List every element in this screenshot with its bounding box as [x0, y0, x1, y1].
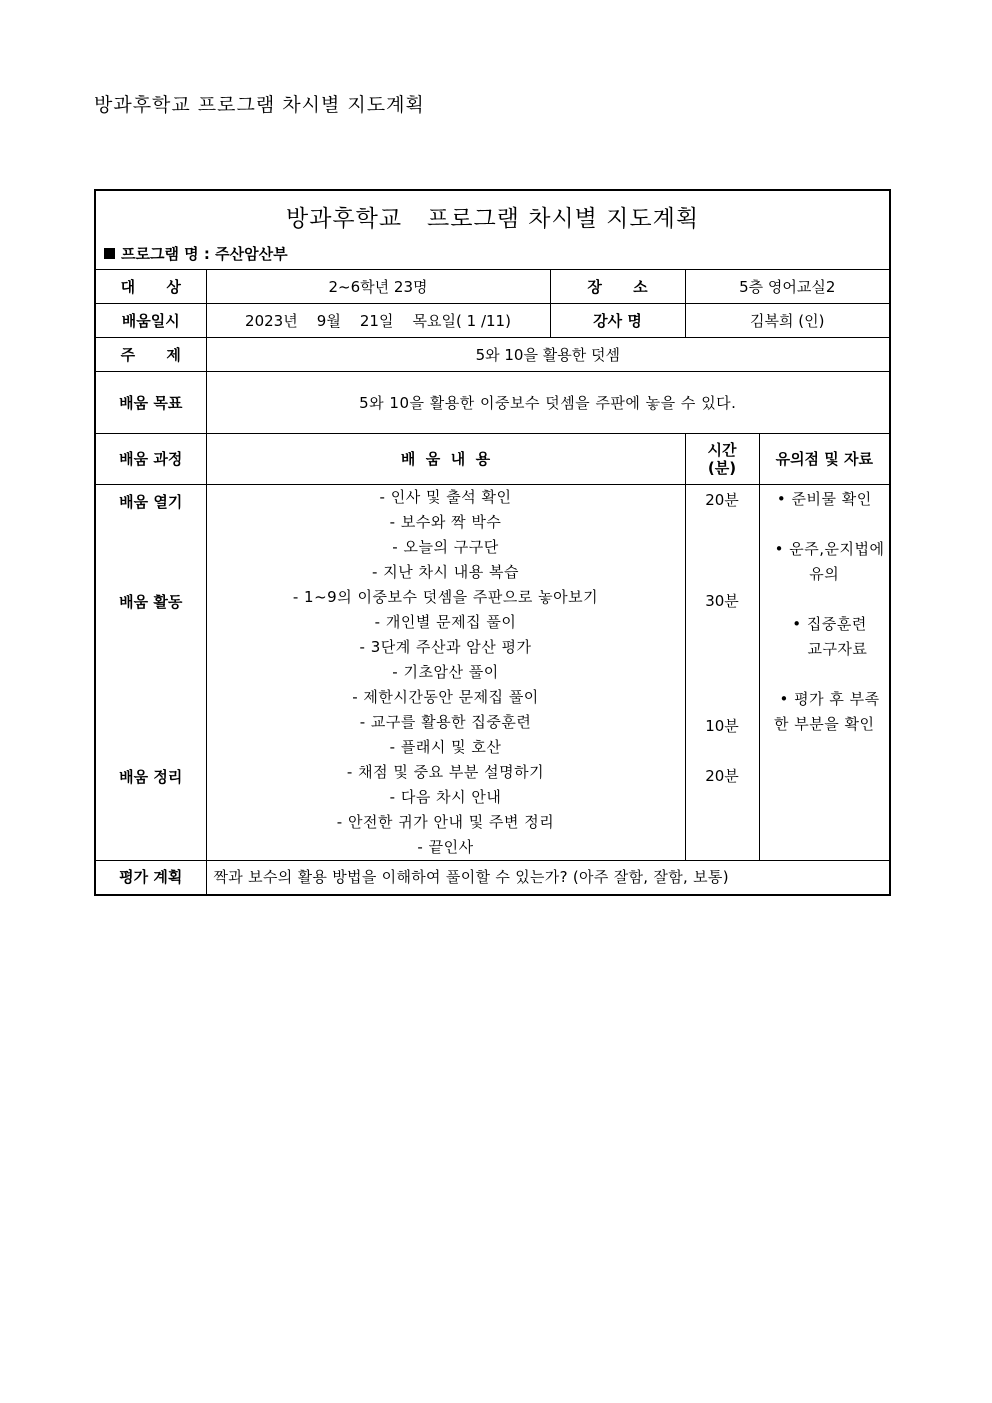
note-supplies: • 준비물 확인: [776, 490, 872, 508]
list-item: - 안전한 귀가 안내 및 주변 정리: [336, 813, 555, 831]
program-name: [104, 245, 889, 263]
target-value: 2~6학년 23명: [206, 270, 550, 304]
note-technique-line1: • 운주,운지법에: [764, 540, 885, 558]
content-list: [206, 485, 685, 861]
list-item: - 인사 및 출석 확인: [379, 488, 512, 506]
list-item: - 제한시간동안 문제집 풀이: [352, 688, 539, 706]
teacher-value: 김복희 (인): [685, 304, 890, 338]
list-item: - 3단계 주산과 암산 평가: [359, 638, 532, 656]
teacher-label: 강사 명: [550, 304, 685, 338]
process-header: 배움 과정: [95, 434, 206, 485]
date-label: 배움일시: [95, 304, 206, 338]
note-technique-line2: 유의: [809, 565, 840, 583]
stage-column: [95, 485, 206, 861]
notes-column: [759, 485, 890, 861]
list-item: - 1~9의 이중보수 덧셈을 주판으로 놓아보기: [292, 588, 599, 606]
page-heading: 방과후학교 프로그램 차시별 지도계획: [94, 94, 425, 116]
stage-opening: 배움 열기: [119, 493, 183, 511]
notes-header: 유의점 및 자료: [759, 434, 890, 485]
time-header-line2: (분): [707, 459, 737, 477]
topic-label: 주 제: [95, 338, 206, 372]
time-opening: 20분: [705, 491, 739, 509]
list-item: - 보수와 짝 박수: [389, 513, 502, 531]
stage-closing: 배움 정리: [119, 768, 183, 786]
date-value: 2023년 9월 21일 목요일( 1 /11): [206, 304, 550, 338]
place-label: 장 소: [550, 270, 685, 304]
target-label: 대 상: [95, 270, 206, 304]
time-closing: 20분: [705, 767, 739, 785]
content-header: 배 움 내 용: [206, 434, 685, 485]
goal-label: 배움 목표: [95, 372, 206, 434]
list-item: - 기초암산 풀이: [392, 663, 499, 681]
list-item: - 교구를 활용한 집중훈련: [359, 713, 532, 731]
list-item: - 끝인사: [417, 838, 474, 856]
time-activity-2: 10분: [705, 717, 739, 735]
time-header: [685, 434, 759, 485]
list-item: - 다음 차시 안내: [389, 788, 502, 806]
stage-activity: 배움 활동: [119, 593, 183, 611]
eval-label: 평가 계획: [95, 861, 206, 895]
program-name-text: 프로그램 명 : 주산암산부: [121, 245, 288, 264]
list-item: - 개인별 문제집 풀이: [374, 613, 517, 631]
place-value: 5층 영어교실2: [685, 270, 890, 304]
time-header-line1: 시간: [707, 441, 737, 459]
note-evaluation-line2: 한 부분을 확인: [774, 715, 875, 733]
goal-value: 5와 10을 활용한 이중보수 덧셈을 주판에 놓을 수 있다.: [206, 372, 890, 434]
square-bullet-icon: [104, 248, 115, 259]
note-training-line2: 교구자료: [781, 640, 868, 658]
topic-value: 5와 10을 활용한 덧셈: [206, 338, 890, 372]
time-activity: 30분: [705, 592, 739, 610]
list-item: - 오늘의 구구단: [392, 538, 499, 556]
time-column: [685, 485, 759, 861]
table-title-cell: [95, 190, 890, 270]
list-item: - 채점 및 중요 부분 설명하기: [346, 763, 545, 781]
lesson-plan-table: [94, 189, 891, 896]
list-item: - 지난 차시 내용 복습: [372, 563, 519, 581]
eval-value: 짝과 보수의 활용 방법을 이해하여 풀이할 수 있는가? (아주 잘함, 잘함, 보통): [206, 861, 890, 895]
note-evaluation-line1: • 평가 후 부족: [768, 690, 880, 708]
note-training-line1: • 집중훈련: [781, 615, 867, 633]
table-title: 방과후학교 프로그램 차시별 지도계획: [286, 205, 700, 232]
list-item: - 플래시 및 호산: [389, 738, 502, 756]
